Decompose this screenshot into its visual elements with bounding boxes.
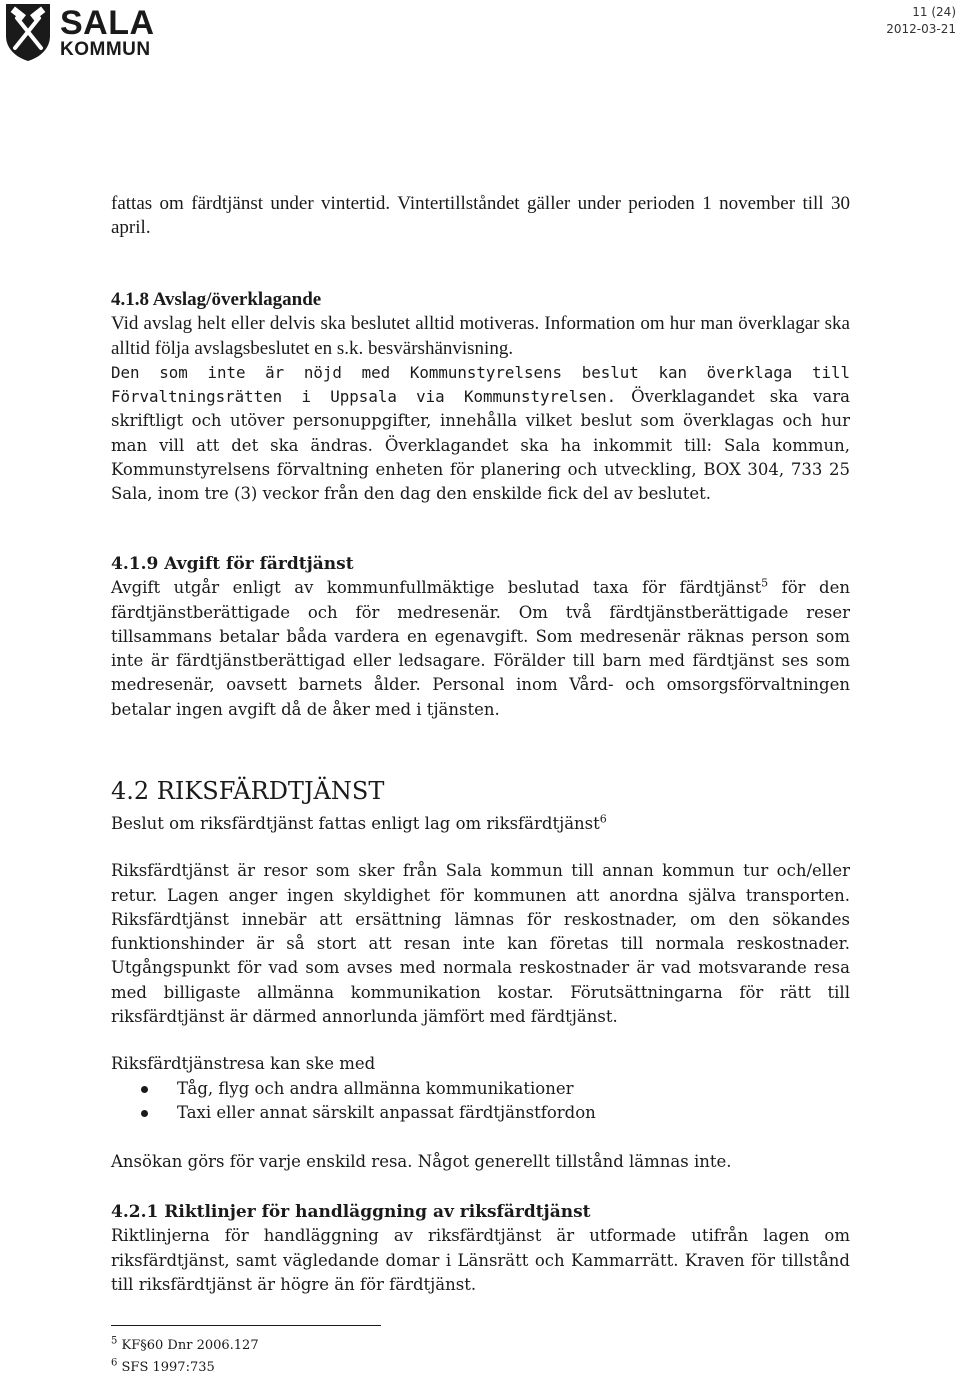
intro-text: fattas om färdtjänst under vintertid. Vintertillståndet gäller under perioden 1 november till 30 april. xyxy=(111,193,850,239)
bullet-icon xyxy=(141,1110,148,1117)
footnote-number: 6 xyxy=(111,1357,118,1369)
subline-text: Beslut om riksfärdtjänst fattas enligt lag om riksfärdtjänst xyxy=(111,814,600,833)
footnote xyxy=(111,1357,215,1376)
section-text: Riktlinjerna för handläggning av riksfärdtjänst är utformade utifrån lagen om riksfärdtjänst, samt vägledande domar i Länsrätt och Kammarrätt. Kraven för tillstånd till riksfärdtjänst är högre än för färdtjänst. xyxy=(111,1226,850,1294)
fee-text: Avgift utgår enligt av kommunfullmäktige beslutad taxa för färdtjänst xyxy=(111,578,762,598)
footnote-divider xyxy=(111,1325,381,1326)
list-item xyxy=(111,1077,850,1102)
list-item-text: Taxi eller annat särskilt anpassat färdtjänstfordon xyxy=(177,1103,596,1123)
section-4-1-9 xyxy=(111,552,850,722)
chapter-heading: 4.2 RIKSFÄRDTJÄNST xyxy=(111,777,385,805)
logo-subtitle: KOMMUN xyxy=(60,38,151,60)
footnote-number: 5 xyxy=(111,1335,118,1347)
bullet-icon xyxy=(141,1086,148,1093)
footnote xyxy=(111,1335,259,1354)
section-text: Ansökan görs för varje enskild resa. Något generellt tillstånd lämnas inte. xyxy=(111,1151,732,1171)
section-text xyxy=(111,361,850,507)
footnote-ref: 6 xyxy=(599,812,607,826)
section-heading: 4.1.9 Avgift för färdtjänst xyxy=(111,554,354,574)
section-4-2 xyxy=(111,776,850,1174)
section-text: Riksfärdtjänst är resor som sker från Sala kommun till annan kommun tur och/eller retur. Lagen anger ingen skyldighet för kommunen att anordna själva transporten. Riksfärdtjänst innebär att ersättning lämnas för reskostnader, om den sökandes funktionshinder är så stort att resan inte kan företas till normala reskostnader. Utgångspunkt för vad som avses med normala reskostnader är vad motsvarande resa med billigaste allmänna kommunikation kostar. Förutsättningarna för rätt till riksfärdtjänst är därmed annorlunda jämfört med färdtjänst. xyxy=(111,861,850,1027)
transport-list xyxy=(111,1077,850,1126)
appeal-requirements-text: Överklagandet ska vara skriftligt och utöver personuppgifter, innehålla vilket beslut som överklagas och hur man vill att det ska ändras. Överklagandet ska ha inkommit till: Sala kommun, Kommunstyrelsens förvaltning enheten för planering och utveckling, BOX 304, 733 25 Sala, inom tre (3) veckor från den dag den enskilde fick del av beslutet. xyxy=(111,387,850,504)
list-item-text: Tåg, flyg och andra allmänna kommunikationer xyxy=(177,1078,574,1098)
section-text: Vid avslag helt eller delvis ska beslutet alltid motiveras. Information om hur man överklagar ska alltid följa avslagsbeslutet en s.k. besvärshänvisning. xyxy=(111,313,850,359)
footnote-text: KF§60 Dnr 2006.127 xyxy=(121,1338,259,1353)
page-meta xyxy=(886,4,956,38)
logo-title: SALA xyxy=(60,3,155,42)
section-4-1-8 xyxy=(111,288,850,507)
section-heading: 4.1.8 Avslag/överklagande xyxy=(111,289,322,310)
section-text xyxy=(111,576,850,722)
page-number: 11 (24) xyxy=(912,5,956,19)
section-heading: 4.2.1 Riktlinjer för handläggning av riksfärdtjänst xyxy=(111,1202,591,1222)
list-item xyxy=(111,1101,850,1126)
crossed-hammers-shield-icon xyxy=(2,2,54,62)
section-4-2-1 xyxy=(111,1200,850,1297)
footnote-ref: 5 xyxy=(761,576,769,590)
intro-paragraph xyxy=(111,192,850,241)
appeal-text: Den som inte är nöjd med Kommunstyrelsens beslut kan överklaga till Förvaltningsrätten i Uppsala via Kommunstyrelsen. xyxy=(111,362,850,407)
sala-kommun-logo xyxy=(2,2,155,62)
footnote-text: SFS 1997:735 xyxy=(121,1360,215,1375)
section-subline xyxy=(111,812,850,836)
list-intro: Riksfärdtjänstresa kan ske med xyxy=(111,1054,376,1074)
document-date: 2012-03-21 xyxy=(886,22,956,36)
fee-text-continued: för den färdtjänstberättigade och för medresenär. Om två färdtjänstberättigade reser tillsammans betalar båda vardera en egenavgift. Som medresenär räknas person som inte är färdtjänstberättigad eller ledsagare. Förälder till barn med färdtjänst ses som medresenär, oavsett barnets ålder. Personal inom Vård- och omsorgsförvaltningen betalar ingen avgift då de åker med i tjänsten. xyxy=(111,578,850,719)
